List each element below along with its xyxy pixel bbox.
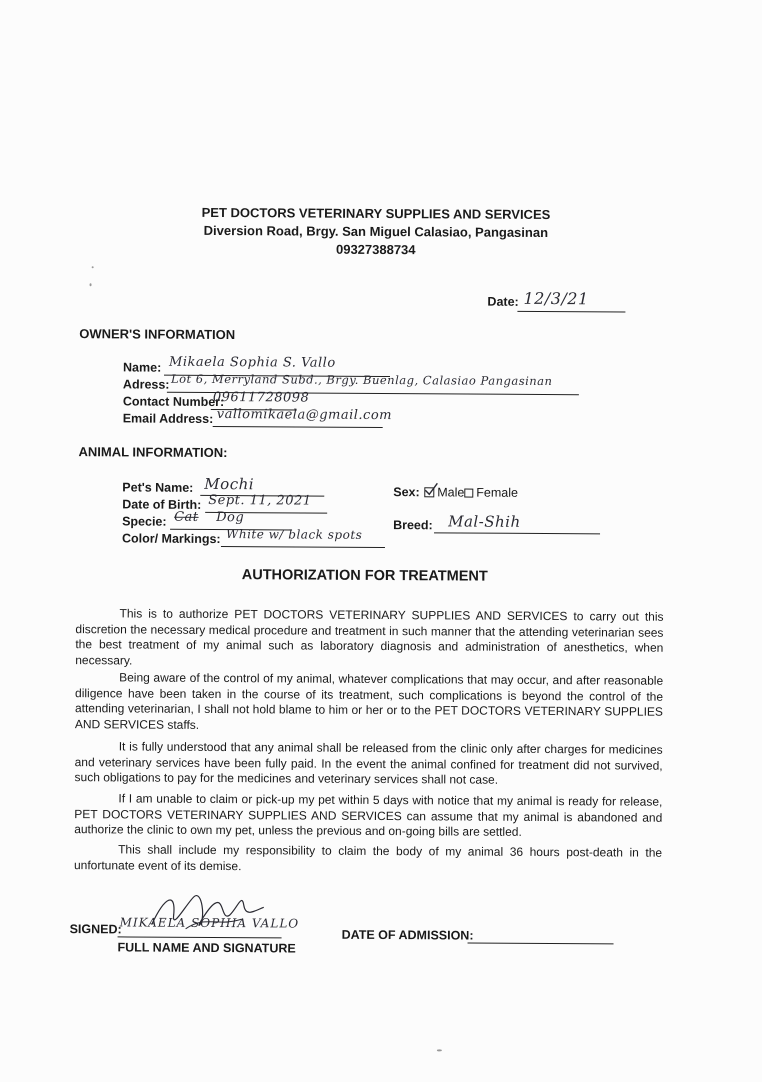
sex-label: Sex:	[393, 485, 420, 500]
scan-speck	[437, 1049, 442, 1051]
sex-female-checkbox[interactable]	[464, 489, 473, 498]
color-markings-label: Color/ Markings:	[121, 531, 221, 547]
color-markings-line	[221, 546, 385, 548]
owner-name-label: Name:	[123, 360, 162, 375]
color-markings-value: White w/ black spots	[225, 527, 363, 542]
signed-name-value: MIKAELA SOPHIA VALLO	[119, 915, 300, 931]
authorization-paragraph-4: If I am unable to claim or pick-up my pet within 5 days with notice that my animal is ready for release, PET DOCTORS VETERINARY SUPPLIES AND SERVICES can assume that my animal is abandoned and authorize the clinic to own my pet, unless the previous and on-going bills are settled.	[74, 791, 663, 839]
sex-male-label: Male	[437, 485, 465, 500]
owner-address-label: Adress:	[122, 377, 170, 392]
owner-section-heading: OWNER'S INFORMATION	[79, 326, 236, 343]
breed-value: Mal-Shih	[448, 512, 521, 531]
signature-caption: FULL NAME AND SIGNATURE	[117, 940, 296, 956]
specie-label: Specie:	[122, 514, 167, 529]
specie-struck-value: Cat	[174, 509, 199, 525]
scan-speck	[90, 283, 92, 286]
animal-section-heading: ANIMAL INFORMATION:	[78, 444, 228, 461]
dob-value: Sept. 11, 2021	[208, 492, 312, 509]
owner-name-value: Mikaela Sophia S. Vallo	[169, 354, 336, 371]
date-value: 12/3/21	[523, 288, 589, 309]
date-of-admission-label: DATE OF ADMISSION:	[341, 927, 474, 943]
signature-scribble	[146, 885, 276, 940]
pet-name-value: Mochi	[204, 474, 255, 494]
dob-label: Date of Birth:	[122, 497, 202, 512]
business-address: Diversion Road, Brgy. San Miguel Calasiao, Pangasinan	[203, 222, 549, 241]
sex-male-checkbox[interactable]	[424, 487, 434, 497]
email-value: vallomikaela@gmail.com	[216, 407, 393, 424]
date-of-admission-line	[468, 943, 614, 945]
scan-speck	[92, 266, 94, 268]
email-line	[213, 426, 383, 428]
date-line	[517, 311, 625, 313]
breed-label: Breed:	[393, 518, 433, 533]
signed-label: SIGNED:	[69, 922, 122, 937]
date-label: Date:	[487, 294, 519, 309]
breed-line	[434, 532, 600, 534]
sex-female-label: Female	[476, 485, 519, 500]
specie-value: Dog	[216, 509, 245, 526]
check-mark-icon	[424, 482, 438, 496]
authorization-paragraph-5: This shall include my responsibility to claim the body of my animal 36 hours post-death in the unfortunate event of its demise.	[73, 842, 663, 873]
authorization-paragraph-1: This is to authorize PET DOCTORS VETERINARY SUPPLIES AND SERVICES to carry out this discretion the necessary medical procedure and treatment in such manner that the attending veterinarian sees the best treatment of my animal such as laboratory diagnosis and administration of anesthetics, when necessary.	[75, 606, 664, 667]
business-phone: 09327388734	[335, 241, 416, 258]
authorization-paragraph-3: It is fully understood that any animal shall be released from the clinic only after charges for medicines and veterinary services have been fully paid. In the event the animal confined for treatment did not survived, such obligations to pay for the medicines and veterinary services shall not case.	[74, 739, 663, 787]
authorization-paragraph-2: Being aware of the control of my animal, whatever complications that may occur, and after reasonable diligence have been taken in the course of its treatment, such complications is beyond the control of the attending veterinarian, I shall not hold blame to him or her or to the PET DOCTORS VETERINARY SUPPLIES AND SERVICES staffs.	[74, 670, 664, 732]
owner-address-value: Lot 6, Merryland Subd., Brgy. Buenlag, Calasiao Pangasinan	[170, 371, 553, 389]
contact-number-label: Contact Number:	[122, 394, 225, 410]
contact-number-value: 09611728098	[212, 389, 310, 406]
pet-name-label: Pet's Name:	[122, 480, 194, 495]
authorization-title: AUTHORIZATION FOR TREATMENT	[241, 567, 488, 585]
email-label: Email Address:	[122, 411, 214, 426]
business-name: PET DOCTORS VETERINARY SUPPLIES AND SERVICES	[201, 204, 551, 223]
